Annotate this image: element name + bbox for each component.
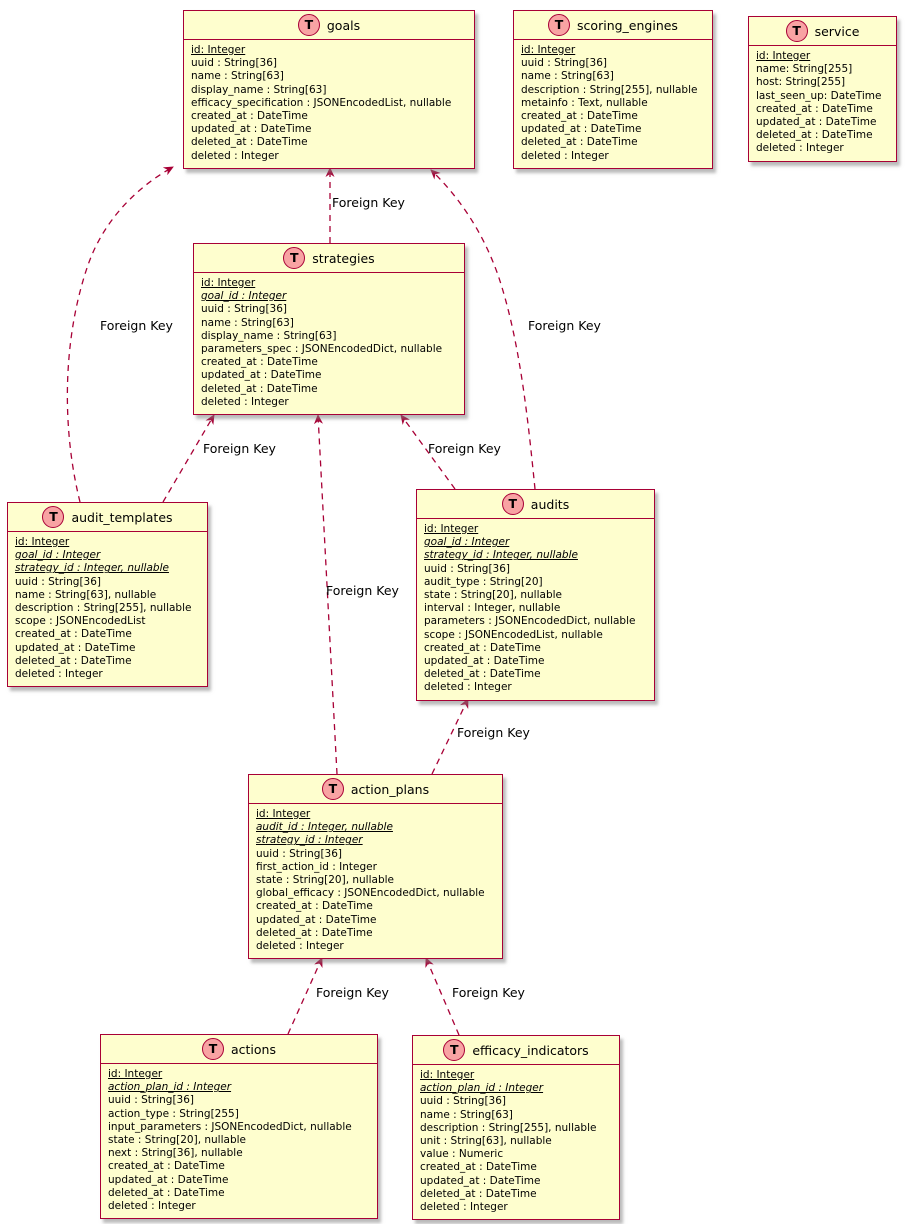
field-row: deleted : Integer (756, 142, 844, 155)
field-row: unit : String[63], nullable (420, 1135, 552, 1148)
table-fields (249, 804, 502, 958)
field-row: last_seen_up: DateTime (756, 89, 882, 102)
table-header (413, 1036, 619, 1065)
field-row: updated_at : DateTime (424, 655, 545, 668)
table-header (194, 244, 464, 273)
field-row: action_type : String[255] (108, 1107, 239, 1120)
field-row: uuid : String[36] (424, 562, 510, 575)
field-row: created_at : DateTime (15, 628, 132, 641)
field-row: deleted_at : DateTime (521, 136, 638, 149)
field-row: display_name : String[63] (191, 83, 327, 96)
table-header (514, 11, 712, 40)
field-row: updated_at : DateTime (420, 1174, 541, 1187)
field-row: strategy_id : Integer (256, 834, 363, 847)
field-row: updated_at : DateTime (756, 116, 877, 129)
field-row: updated_at : DateTime (15, 641, 136, 654)
field-row: created_at : DateTime (756, 102, 873, 115)
table-fields (101, 1064, 377, 1218)
foreign-key-label: Foreign Key (452, 985, 525, 1000)
field-row: scope : JSONEncodedList, nullable (424, 628, 603, 641)
table-spot-icon: T (42, 506, 64, 528)
field-row: input_parameters : JSONEncodedDict, nullable (108, 1120, 352, 1133)
table-header (101, 1035, 377, 1064)
foreign-key-label: Foreign Key (332, 195, 405, 210)
table-spot-icon: T (322, 778, 344, 800)
field-row: created_at : DateTime (191, 110, 308, 123)
field-row: goal_id : Integer (201, 290, 287, 303)
field-row: uuid : String[36] (108, 1094, 194, 1107)
field-row: deleted_at : DateTime (108, 1186, 225, 1199)
field-row: host: String[255] (756, 76, 846, 89)
field-row: deleted : Integer (424, 681, 512, 694)
table-fields (749, 46, 896, 161)
table-title: scoring_engines (577, 17, 678, 33)
field-row: state : String[20], nullable (424, 589, 562, 602)
field-row: updated_at : DateTime (201, 369, 322, 382)
table-header (249, 775, 502, 804)
field-row: next : String[36], nullable (108, 1147, 243, 1160)
field-row: name : String[63] (201, 316, 294, 329)
field-row: name: String[255] (756, 63, 853, 76)
field-row: deleted_at : DateTime (191, 136, 308, 149)
field-row: name : String[63] (191, 70, 284, 83)
foreign-key-label: Foreign Key (428, 441, 501, 456)
table-fields (184, 40, 474, 168)
table-strategies (193, 243, 465, 415)
field-row: uuid : String[36] (191, 57, 277, 70)
table-spot-icon: T (443, 1039, 465, 1061)
field-row: updated_at : DateTime (108, 1173, 229, 1186)
table-efficacy_indicators (412, 1035, 620, 1220)
table-header (184, 11, 474, 40)
field-row: scope : JSONEncodedList (15, 615, 146, 628)
field-row: uuid : String[36] (201, 303, 287, 316)
field-row: deleted_at : DateTime (424, 668, 541, 681)
table-header (417, 490, 654, 519)
table-fields (413, 1065, 619, 1219)
table-title: actions (231, 1041, 276, 1057)
field-row: parameters_spec : JSONEncodedDict, nullable (201, 343, 443, 356)
table-fields (194, 273, 464, 414)
table-scoring_engines (513, 10, 713, 169)
field-row: strategy_id : Integer, nullable (15, 562, 169, 575)
table-goals (183, 10, 475, 169)
table-spot-icon: T (502, 493, 524, 515)
table-title: efficacy_indicators (472, 1042, 589, 1058)
field-row: state : String[20], nullable (108, 1134, 246, 1147)
foreign-key-label: Foreign Key (528, 318, 601, 333)
field-row: uuid : String[36] (521, 57, 607, 70)
table-spot-icon: T (283, 247, 305, 269)
field-row: uuid : String[36] (420, 1095, 506, 1108)
field-row: id: Integer (201, 277, 256, 289)
field-row: goal_id : Integer (15, 549, 101, 562)
field-row: audit_type : String[20] (424, 575, 543, 588)
field-row: deleted : Integer (420, 1201, 508, 1214)
field-row: created_at : DateTime (521, 110, 638, 123)
table-header (749, 17, 896, 46)
foreign-key-label: Foreign Key (203, 441, 276, 456)
table-title: service (814, 23, 860, 39)
field-row: created_at : DateTime (256, 900, 373, 913)
table-spot-icon: T (786, 20, 808, 42)
table-fields (417, 519, 654, 700)
field-row: audit_id : Integer, nullable (256, 821, 393, 834)
table-title: goals (326, 17, 361, 33)
table-title: audits (530, 496, 570, 512)
table-service (748, 16, 897, 162)
field-row: updated_at : DateTime (191, 123, 312, 136)
field-row: deleted_at : DateTime (256, 926, 373, 939)
field-row: display_name : String[63] (201, 329, 337, 342)
field-row: id: Integer (521, 44, 576, 56)
table-spot-icon: T (202, 1038, 224, 1060)
field-row: description : String[255], nullable (521, 83, 698, 96)
foreign-key-label: Foreign Key (326, 583, 399, 598)
field-row: state : String[20], nullable (256, 874, 394, 887)
table-title: audit_templates (71, 509, 173, 525)
field-row: deleted : Integer (15, 668, 103, 681)
field-row: id: Integer (256, 808, 311, 820)
field-row: first_action_id : Integer (256, 860, 377, 873)
field-row: name : String[63] (521, 70, 614, 83)
field-row: id: Integer (191, 44, 246, 56)
field-row: updated_at : DateTime (521, 123, 642, 136)
table-title: strategies (312, 250, 375, 266)
field-row: metainfo : Text, nullable (521, 96, 648, 109)
field-row: id: Integer (756, 50, 811, 62)
field-row: name : String[63], nullable (15, 588, 157, 601)
field-row: parameters : JSONEncodedDict, nullable (424, 615, 636, 628)
field-row: updated_at : DateTime (256, 913, 377, 926)
field-row: action_plan_id : Integer (108, 1081, 232, 1094)
table-title: action_plans (350, 781, 430, 797)
field-row: deleted : Integer (108, 1200, 196, 1213)
foreign-key-label: Foreign Key (100, 318, 173, 333)
table-action_plans (248, 774, 503, 959)
field-row: uuid : String[36] (256, 847, 342, 860)
table-spot-icon: T (298, 14, 320, 36)
field-row: deleted : Integer (256, 940, 344, 953)
field-row: deleted : Integer (191, 149, 279, 162)
field-row: created_at : DateTime (108, 1160, 225, 1173)
field-row: efficacy_specification : JSONEncodedList, nullable (191, 96, 452, 109)
table-audit_templates (7, 502, 208, 687)
field-row: deleted : Integer (201, 395, 289, 408)
field-row: id: Integer (15, 536, 70, 548)
foreign-key-label: Foreign Key (316, 985, 389, 1000)
field-row: deleted_at : DateTime (201, 382, 318, 395)
field-row: description : String[255], nullable (420, 1121, 597, 1134)
field-row: deleted_at : DateTime (756, 129, 873, 142)
field-row: action_plan_id : Integer (420, 1082, 544, 1095)
field-row: description : String[255], nullable (15, 602, 192, 615)
field-row: id: Integer (424, 523, 479, 535)
table-fields (8, 532, 207, 686)
field-row: uuid : String[36] (15, 575, 101, 588)
table-audits (416, 489, 655, 701)
field-row: id: Integer (420, 1069, 475, 1081)
table-fields (514, 40, 712, 168)
table-spot-icon: T (548, 14, 570, 36)
field-row: deleted_at : DateTime (15, 654, 132, 667)
field-row: interval : Integer, nullable (424, 602, 561, 615)
fk-relation-audit_templates-to-strategies (163, 415, 214, 502)
foreign-key-label: Foreign Key (457, 725, 530, 740)
table-actions (100, 1034, 378, 1219)
field-row: value : Numeric (420, 1148, 504, 1161)
field-row: strategy_id : Integer, nullable (424, 549, 578, 562)
field-row: id: Integer (108, 1068, 163, 1080)
fk-relation-audit_templates-to-goals (67, 167, 173, 502)
field-row: created_at : DateTime (201, 356, 318, 369)
field-row: deleted : Integer (521, 149, 609, 162)
field-row: goal_id : Integer (424, 536, 510, 549)
field-row: created_at : DateTime (420, 1161, 537, 1174)
field-row: name : String[63] (420, 1108, 513, 1121)
table-header (8, 503, 207, 532)
field-row: created_at : DateTime (424, 641, 541, 654)
field-row: global_efficacy : JSONEncodedDict, nullable (256, 887, 485, 900)
field-row: deleted_at : DateTime (420, 1187, 537, 1200)
